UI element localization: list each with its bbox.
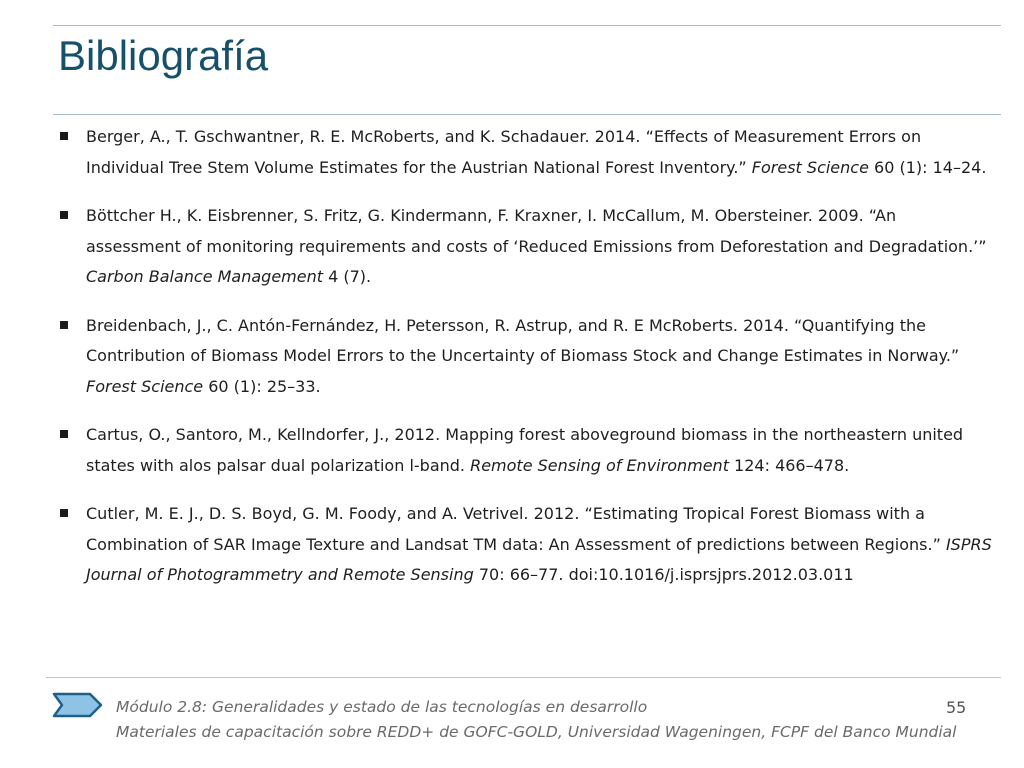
footer-module-title: Módulo 2.8: Generalidades y estado de las tecnologías en desarrollo <box>116 698 648 716</box>
reference-details: 4 (7). <box>323 267 372 286</box>
chevron-arrow-icon <box>52 692 104 718</box>
slide-title: Bibliografía <box>58 32 269 79</box>
title-divider <box>53 114 1001 115</box>
square-bullet-icon <box>60 132 68 140</box>
reference-list <box>58 122 993 609</box>
reference-item <box>58 420 993 481</box>
footer-divider <box>46 677 1001 678</box>
reference-text: Berger, A., T. Gschwantner, R. E. McRoberts, and K. Schadauer. 2014. “Effects of Measurement Errors on Individual Tree Stem Volume Estimates for the Austrian National Forest Inventory.” <box>86 127 922 177</box>
reference-details: 60 (1): 25–33. <box>203 376 321 396</box>
reference-item <box>58 499 993 591</box>
top-divider <box>53 25 1001 26</box>
square-bullet-icon <box>60 321 68 329</box>
reference-text: Breidenbach, J., C. Antón-Fernández, H. Petersson, R. Astrup, and R. E McRoberts. 2014. “Quantifying the Contribution of Biomass Model Errors to the Uncertainty of Biomass Stock and Change Estimates in Norway.” <box>86 315 960 365</box>
reference-text: Cartus, O., Santoro, M., Kellndorfer, J., 2012. Mapping forest aboveground biomass in the northeastern united states with alos palsar dual polarization l-band. <box>86 425 964 475</box>
footer <box>116 695 957 745</box>
reference-journal: Remote Sensing of Environment <box>470 455 729 475</box>
reference-details: 124: 466–478. <box>728 455 850 475</box>
reference-details: 60 (1): 14–24. <box>868 157 987 177</box>
reference-journal: ISPRS Journal of Photogrammetry and Remote Sensing <box>86 534 992 584</box>
reference-details: 70: 66–77. doi:10.1016/j.isprsjprs.2012.03.011 <box>473 565 854 584</box>
reference-journal: Forest Science <box>751 157 869 177</box>
reference-journal: Forest Science <box>86 376 204 396</box>
reference-item <box>58 311 993 403</box>
reference-item <box>58 201 993 293</box>
reference-journal: Carbon Balance Management <box>86 267 324 286</box>
footer-credits: Materiales de capacitación sobre REDD+ de GOFC-GOLD, Universidad Wageningen, FCPF del Banco Mundial <box>116 723 957 741</box>
square-bullet-icon <box>60 509 68 517</box>
page-number: 55 <box>946 698 967 717</box>
reference-item <box>58 122 993 183</box>
square-bullet-icon <box>60 430 68 438</box>
square-bullet-icon <box>60 211 68 219</box>
reference-text: Cutler, M. E. J., D. S. Boyd, G. M. Foody, and A. Vetrivel. 2012. “Estimating Tropical Forest Biomass with a Combination of SAR Image Texture and Landsat TM data: An Assessment of predictions between Regions.” <box>86 504 946 554</box>
reference-text: Böttcher H., K. Eisbrenner, S. Fritz, G. Kindermann, F. Kraxner, I. McCallum, M. Obersteiner. 2009. “An assessment of monitoring requirements and costs of ‘Reduced Emissions from Deforestation and Degradation.’” <box>86 206 987 256</box>
